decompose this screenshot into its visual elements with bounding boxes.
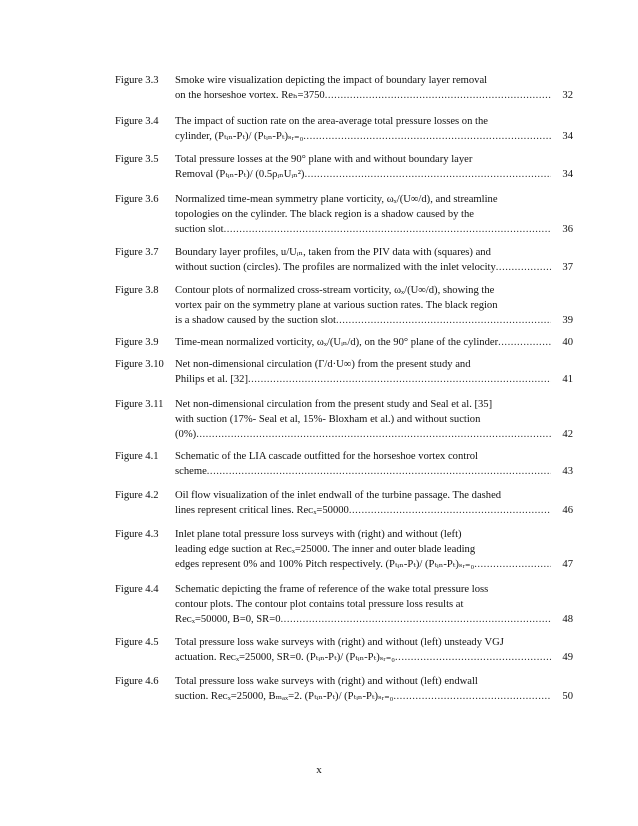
caption-last-line: actuation. Reᴄₓ=25000, SR=0. (Pₜᵢₙ-Pₜ)/ (Pₜᵢₙ-Pₜ)ₛᵣ₌₀ xyxy=(175,652,396,663)
page-number: 36 xyxy=(562,224,573,235)
dot-leader xyxy=(349,503,551,518)
page-number: 40 xyxy=(562,337,573,348)
caption-last-line: Reᴄₓ=50000, B=0, SR=0 xyxy=(175,614,281,625)
page-number: 42 xyxy=(562,429,573,440)
figure-label: Figure 3.8 xyxy=(115,285,159,296)
caption-line: contour plots. The contour plot contains total pressure loss results at xyxy=(175,599,464,610)
caption-last-line: Time-mean normalized vorticity, ωₓ/(Uᵢₙ/d), on the 90° plane of the cylinder xyxy=(175,337,499,348)
caption-last-line: scheme xyxy=(175,466,207,477)
page-number: 49 xyxy=(562,652,573,663)
figure-label: Figure 3.7 xyxy=(115,247,159,258)
page-number: 47 xyxy=(562,559,573,570)
caption-line: Smoke wire visualization depicting the impact of boundary layer removal xyxy=(175,75,488,86)
caption-line: Total pressure loss wake surveys with (right) and without (left) endwall xyxy=(175,676,478,687)
figure-label: Figure 3.4 xyxy=(115,116,159,127)
caption-line: Oil flow visualization of the inlet endwall of the turbine passage. The dashed xyxy=(175,490,502,501)
dot-leader xyxy=(196,427,551,442)
caption-line: topologies on the cylinder. The black region is a shadow caused by the xyxy=(175,209,475,220)
caption-last-line: is a shadow caused by the suction slot xyxy=(175,315,336,326)
caption-last-line: lines represent critical lines. Reᴄₓ=50000 xyxy=(175,505,349,516)
dot-leader xyxy=(248,372,551,387)
caption-line: with suction (17%- Seal et al, 15%- Bloxham et al.) and without suction xyxy=(175,414,481,425)
figure-label: Figure 3.3 xyxy=(115,75,159,86)
dot-leader xyxy=(336,313,551,328)
caption-line: Net non-dimensional circulation (Γ/d·U∞) from the present study and xyxy=(175,359,471,370)
page-number: 34 xyxy=(562,131,573,142)
dot-leader xyxy=(498,335,551,350)
dot-leader xyxy=(224,222,551,237)
caption-line: Normalized time-mean symmetry plane vorticity, ωₓ/(U∞/d), and streamline xyxy=(175,194,498,205)
caption-line: Schematic of the LIA cascade outfitted for the horseshoe vortex control xyxy=(175,451,478,462)
figure-label: Figure 3.5 xyxy=(115,154,159,165)
caption-line: Net non-dimensional circulation from the present study and Seal et al. [35] xyxy=(175,399,493,410)
page-number: 39 xyxy=(562,315,573,326)
page-number: 50 xyxy=(562,691,573,702)
page-number: 46 xyxy=(562,505,573,516)
figure-label: Figure 4.1 xyxy=(115,451,159,462)
page-number: 41 xyxy=(562,374,573,385)
figure-label: Figure 3.11 xyxy=(115,399,164,410)
caption-line: Total pressure losses at the 90° plane with and without boundary layer xyxy=(175,154,473,165)
figure-label: Figure 3.6 xyxy=(115,194,159,205)
caption-line: Total pressure loss wake surveys with (right) and without (left) unsteady VGJ xyxy=(175,637,504,648)
dot-leader xyxy=(207,464,551,479)
caption-last-line: on the horseshoe vortex. Reₕ=3750 xyxy=(175,90,325,101)
page-number: 32 xyxy=(562,90,573,101)
caption-last-line: cylinder, (Pₜᵢₙ-Pₜ)/ (Pₜᵢₙ-Pₜ)ₛᵣ₌₀ xyxy=(175,131,304,142)
page-footer-number: x xyxy=(316,764,322,776)
caption-last-line: (0%) xyxy=(175,429,197,440)
dot-leader xyxy=(281,612,551,627)
page-number: 48 xyxy=(562,614,573,625)
page-number: 37 xyxy=(562,262,573,273)
caption-last-line: Removal (Pₜᵢₙ-Pₜ)/ (0.5ρᵢₙUᵢₙ²) xyxy=(175,169,305,180)
dot-leader xyxy=(325,88,551,103)
dot-leader xyxy=(393,689,551,704)
caption-line: leading edge suction at Reᴄₓ=25000. The inner and outer blade leading xyxy=(175,544,476,555)
dot-leader xyxy=(474,557,551,572)
page-number: 34 xyxy=(562,169,573,180)
caption-last-line: suction slot xyxy=(175,224,224,235)
caption-last-line: Philips et al. [32] xyxy=(175,374,248,385)
caption-line: Schematic depicting the frame of reference of the wake total pressure loss xyxy=(175,584,489,595)
caption-last-line: without suction (circles). The profiles are normalized with the inlet velocity xyxy=(175,262,496,273)
caption-last-line: edges represent 0% and 100% Pitch respectively. (Pₜᵢₙ-Pₜ)/ (Pₜᵢₙ-Pₜ)ₛᵣ₌₀ xyxy=(175,559,475,570)
page-number: 43 xyxy=(562,466,573,477)
figure-label: Figure 3.9 xyxy=(115,337,159,348)
figure-label: Figure 4.6 xyxy=(115,676,159,687)
figure-label: Figure 4.5 xyxy=(115,637,159,648)
caption-line: Contour plots of normalized cross-stream vorticity, ωₓ/(U∞/d), showing the xyxy=(175,285,495,296)
dot-leader xyxy=(496,260,551,275)
figure-label: Figure 4.3 xyxy=(115,529,159,540)
caption-line: Inlet plane total pressure loss surveys with (right) and without (left) xyxy=(175,529,462,540)
caption-line: vortex pair on the symmetry plane at various suction rates. The black region xyxy=(175,300,498,311)
dot-leader xyxy=(395,650,551,665)
dot-leader xyxy=(303,129,551,144)
caption-last-line: suction. Reᴄₓ=25000, Bₘₐₓ=2. (Pₜᵢₙ-Pₜ)/ (Pₜᵢₙ-Pₜ)ₛᵣ₌₀ xyxy=(175,691,394,702)
caption-line: The impact of suction rate on the area-average total pressure losses on the xyxy=(175,116,488,127)
figure-label: Figure 4.4 xyxy=(115,584,159,595)
figure-label: Figure 3.10 xyxy=(115,359,164,370)
figure-label: Figure 4.2 xyxy=(115,490,159,501)
dot-leader xyxy=(304,167,551,182)
caption-line: Boundary layer profiles, u/Uᵢₙ, taken from the PIV data with (squares) and xyxy=(175,247,491,258)
